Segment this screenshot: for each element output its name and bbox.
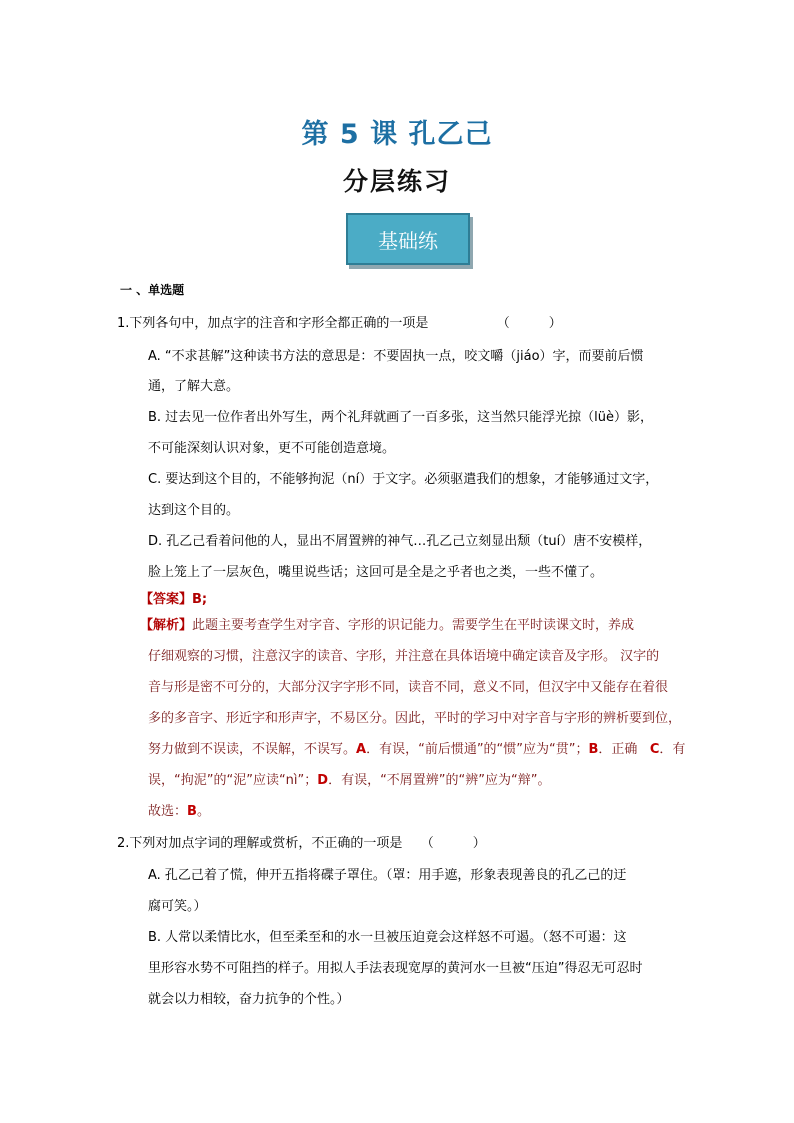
q1-explanation-line-6: 误，“拘泥”的“泥”应读“nì”；D．有误，“不屑置辨”的“辨”应为“辩”。 — [148, 773, 551, 788]
q1-option-b-line-1: B. 过去见一位作者出外写生，两个礼拜就画了一百多张，这当然只能浮光掠（lüè）影， — [148, 410, 654, 425]
q2-option-b-line-1: B. 人常以柔情比水，但至柔至和的水一旦被压迫竟会这样怒不可遏。（怒不可遏：这 — [148, 930, 627, 945]
question-1-text: 1.下列各句中，加点字的注音和字形全都正确的一项是 — [117, 316, 429, 331]
q1-option-a-line-2: 通，了解大意。 — [148, 379, 240, 394]
question-2-stem — [117, 832, 486, 851]
q2-option-a-line-2: 腐可笑。） — [148, 899, 207, 914]
q1-explanation-line-3: 音与形是密不可分的，大部分汉字字形不同，读音不同，意义不同，但汉字中又能存在着很 — [148, 680, 669, 695]
question-1-stem — [117, 312, 562, 331]
q1-conclusion: 故选：B。 — [148, 804, 210, 819]
q1-explanation-line-2: 仔细观察的习惯，注意汉字的读音、字形，并注意在具体语境中确定读音及字形。 汉字的 — [148, 649, 660, 664]
q1-option-b-line-2: 不可能深刻认识对象，更不可能创造意境。 — [148, 441, 396, 456]
question-1-answer-blank: （ ） — [496, 316, 562, 331]
q2-option-b-line-2: 里形容水势不可阻挡的样子。用拟人手法表现宽厚的黄河水一旦被“压迫”得忍无可忍时 — [148, 961, 643, 976]
page-title: 第 5 课 孔乙己 — [301, 119, 493, 150]
answer-value: B; — [192, 592, 208, 607]
q2-option-a-line-1: A. 孔乙己着了慌，伸开五指将碟子罩住。（罩：用手遮，形象表现善良的孔乙己的迂 — [148, 868, 627, 883]
q1-option-c-line-2: 达到这个目的。 — [148, 503, 240, 518]
q1-option-a-line-1: A. “不求甚解”这种读书方法的意思是：不要固执一点，咬文嚼（jiáo）字，而要前后惯 — [148, 349, 644, 364]
q2-option-b-line-3: 就会以力相较，奋力抗争的个性。） — [148, 992, 350, 1007]
q1-explanation-line-5: 努力做到不误读，不误解，不误写。A．有误，“前后惯通”的“惯”应为“贯”；B．正确 C．有 — [148, 742, 686, 757]
q1-option-c-line-1: C. 要达到这个目的，不能够拘泥（ní）于文字。必须驱遣我们的想象，才能够通过文字， — [148, 472, 659, 487]
section-heading: 一 、单选题 — [120, 283, 185, 297]
q1-explanation-line-1: 【解析】此题主要考查学生对字音、字形的识记能力。需要学生在平时读课文时，养成 — [140, 618, 635, 633]
q1-option-d-line-1: D. 孔乙己看着问他的人，显出不屑置辨的神气…孔乙己立刻显出颓（tuí）唐不安模样， — [148, 534, 652, 549]
q1-answer — [140, 588, 207, 607]
level-badge: 基础练 — [346, 213, 470, 265]
explanation-label: 【解析】 — [140, 618, 193, 633]
q1-option-d-line-2: 脸上笼上了一层灰色，嘴里说些话；这回可是全是之乎者也之类，一些不懂了。 — [148, 565, 604, 580]
answer-label: 【答案】 — [140, 592, 193, 607]
question-2-answer-blank: （ ） — [420, 836, 486, 851]
q1-explanation-line-4: 多的多音字、形近字和形声字，不易区分。因此，平时的学习中对字音与字形的辨析要到位， — [148, 711, 682, 726]
page-subtitle: 分层练习 — [342, 167, 451, 196]
question-2-text: 2.下列对加点字词的理解或赏析，不正确的一项是 — [117, 836, 403, 851]
